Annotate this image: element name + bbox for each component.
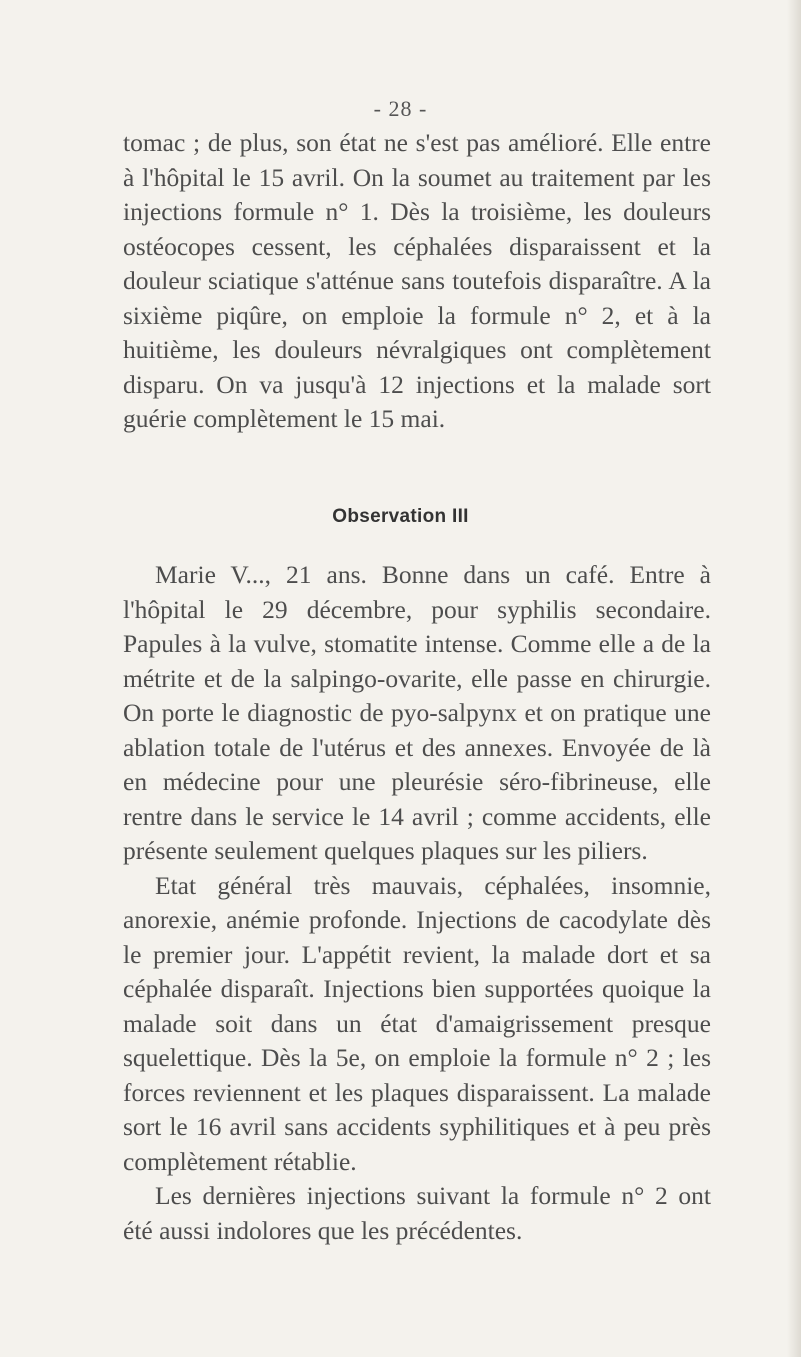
section-heading: Observation III	[332, 506, 469, 527]
paragraph: Etat général très mauvais, céphalées, insomnie, anorexie, anémie profonde. Injections de cacodylate dès le premier jour. L'appétit revient, la malade dort et sa céphalée disparaît. Injections bien supportées quoique la malade soit dans un état d'amaigrissement presque squelettique. Dès la 5e, on emploie la formule n° 2 ; les forces reviennent et les plaques disparaissent. La malade sort le 16 avril sans accidents syphilitiques et à peu près complètement rétablie.	[123, 870, 711, 1176]
page-edge-shadow	[787, 0, 801, 1357]
text-block-observation	[123, 558, 711, 1248]
paragraph: tomac ; de plus, son état ne s'est pas amélioré. Elle entre à l'hôpital le 15 avril. On la soumet au traitement par les injections formule n° 1. Dès la troisième, les douleurs ostéocopes cessent, les céphalées disparaissent et la douleur sciatique s'atténue sans toutefois disparaître. A la sixième piqûre, on emploie la formule n° 2, et à la huitième, les douleurs névralgiques ont complètement disparu. On va jusqu'à 12 injections et la malade sort guérie complètement le 15 mai.	[123, 128, 711, 433]
paragraph: Les dernières injections suivant la formule n° 2 ont été aussi indolores que les précédentes.	[123, 1181, 711, 1245]
page-number: - 28 -	[373, 96, 428, 121]
paragraph: Marie V..., 21 ans. Bonne dans un café. Entre à l'hôpital le 29 décembre, pour syphilis secondaire. Papules à la vulve, stomatite intense. Comme elle a de la métrite et de la salpingo-ovarite, elle passe en chirurgie. On porte le diagnostic de pyo-salpynx et on pratique une ablation totale de l'utérus et des annexes. Envoyée de là en médecine pour une pleurésie séro-fibrineuse, elle rentre dans le service le 14 avril ; comme accidents, elle présente seulement quelques plaques sur les piliers.	[123, 560, 711, 865]
text-block-top	[123, 126, 711, 437]
